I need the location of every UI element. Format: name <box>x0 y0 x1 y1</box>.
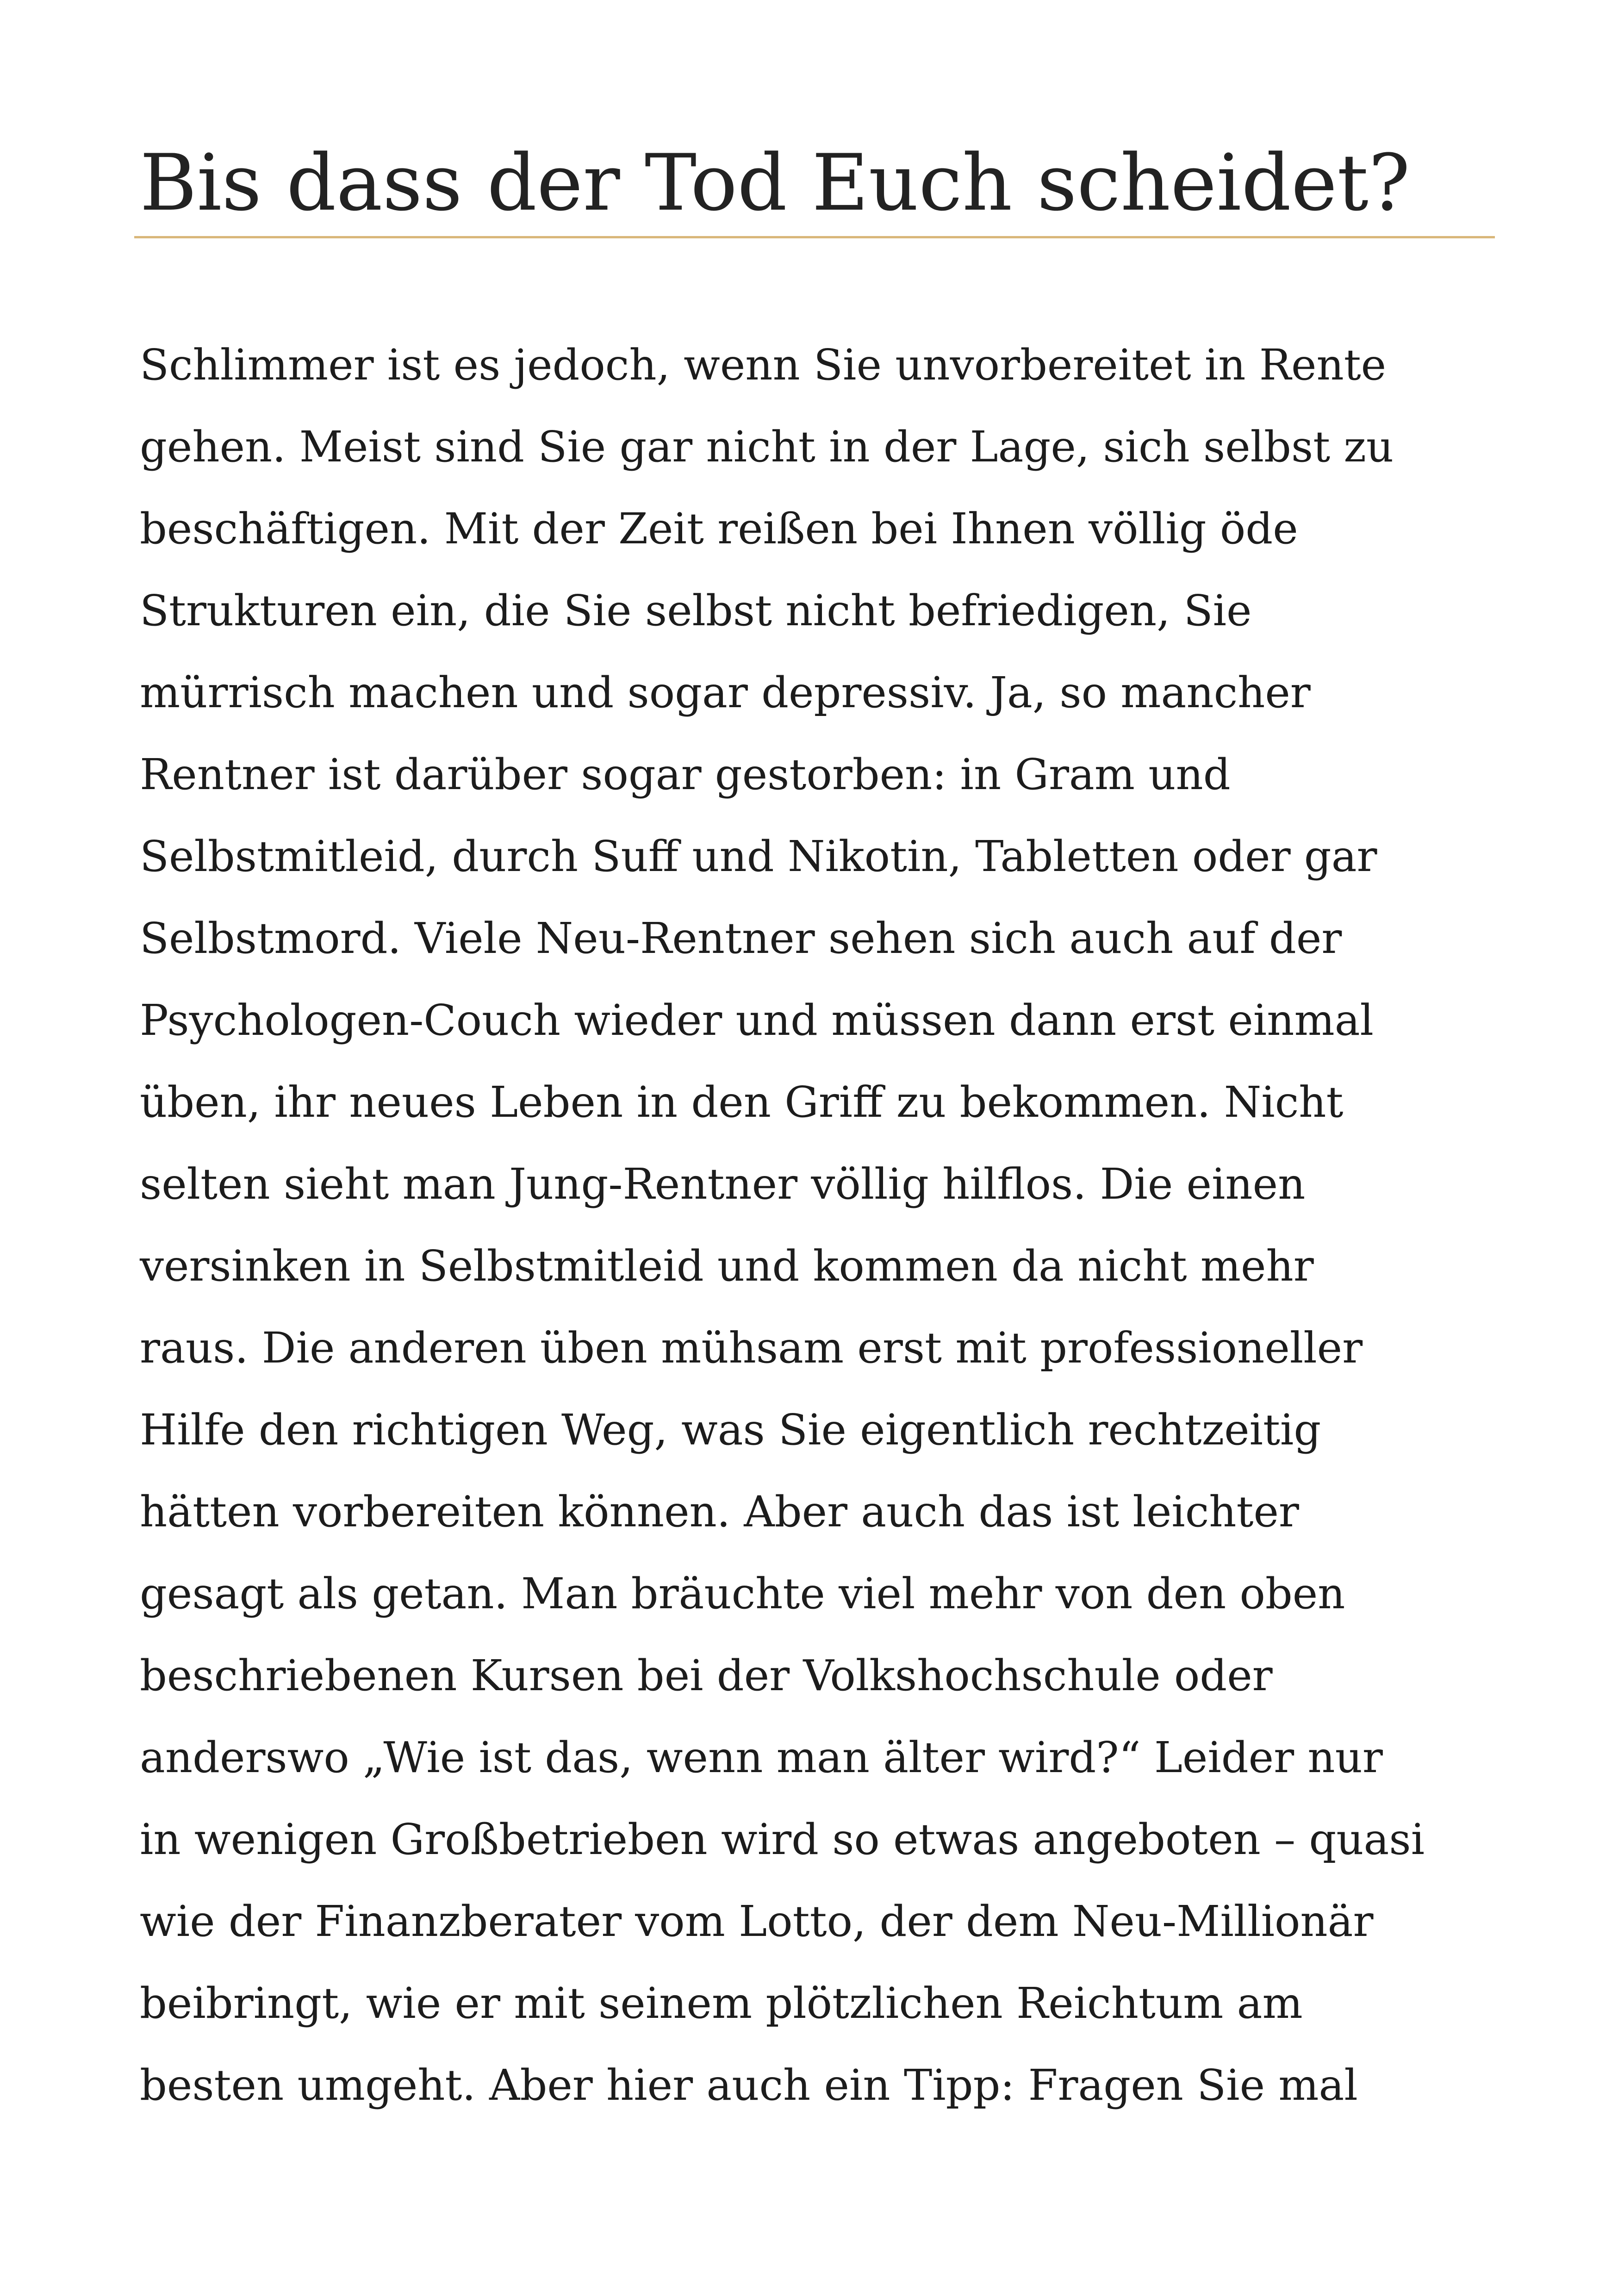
title-underline <box>134 236 1495 238</box>
text-line: besten umgeht. Aber hier auch ein Tipp: Fragen Sie mal <box>140 2060 1358 2110</box>
text-line: Schlimmer ist es jedoch, wenn Sie unvorbereitet in Rente <box>140 340 1387 390</box>
text-line: Rentner ist darüber sogar gestorben: in Gram und <box>140 750 1231 799</box>
body-text <box>140 324 1510 2126</box>
text-line: Selbstmord. Viele Neu-Rentner sehen sich auch auf der <box>140 914 1342 963</box>
text-line: Psychologen-Couch wieder und müssen dann erst einmal <box>140 996 1374 1045</box>
text-line: üben, ihr neues Leben in den Griff zu bekommen. Nicht <box>140 1077 1344 1127</box>
text-line: Hilfe den richtigen Weg, was Sie eigentlich rechtzeitig <box>140 1405 1321 1455</box>
text-line: Strukturen ein, die Sie selbst nicht befriedigen, Sie <box>140 586 1252 635</box>
text-line: beibringt, wie er mit seinem plötzlichen Reichtum am <box>140 1979 1303 2028</box>
text-line: gesagt als getan. Man bräuchte viel mehr von den oben <box>140 1569 1345 1618</box>
text-line: wie der Finanzberater vom Lotto, der dem Neu-Millionär <box>140 1897 1374 1946</box>
text-line: beschäftigen. Mit der Zeit reißen bei Ihnen völlig öde <box>140 504 1298 554</box>
text-line: raus. Die anderen üben mühsam erst mit professioneller <box>140 1323 1363 1373</box>
text-line: gehen. Meist sind Sie gar nicht in der Lage, sich selbst zu <box>140 422 1394 472</box>
text-line: selten sieht man Jung-Rentner völlig hilflos. Die einen <box>140 1159 1306 1209</box>
text-line: mürrisch machen und sogar depressiv. Ja, so mancher <box>140 668 1311 717</box>
text-line: in wenigen Großbetrieben wird so etwas angeboten – quasi <box>140 1815 1425 1864</box>
text-line: anderswo „Wie ist das, wenn man älter wird?“ Leider nur <box>140 1733 1383 1782</box>
text-line: versinken in Selbstmitleid und kommen da nicht mehr <box>140 1241 1314 1291</box>
text-line: hätten vorbereiten können. Aber auch das ist leichter <box>140 1487 1299 1537</box>
page-title: Bis dass der Tod Euch scheidet? <box>140 137 1410 228</box>
text-line: beschriebenen Kursen bei der Volkshochschule oder <box>140 1651 1273 1700</box>
text-line: Selbstmitleid, durch Suff und Nikotin, Tabletten oder gar <box>140 832 1377 881</box>
